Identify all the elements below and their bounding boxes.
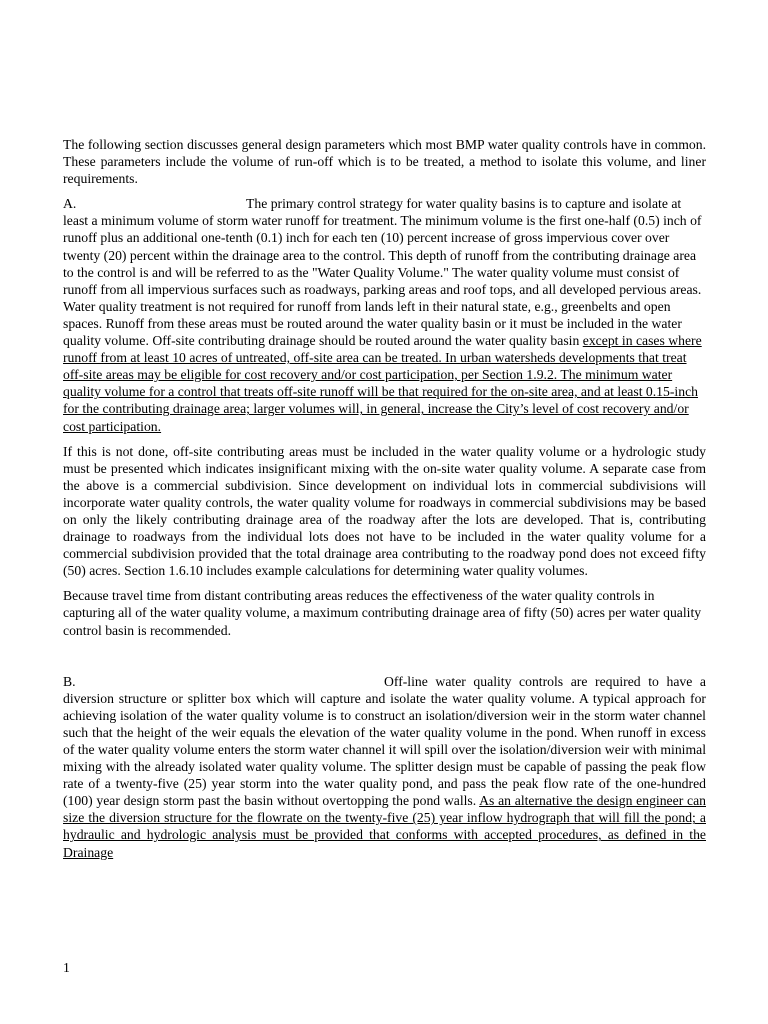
intro-paragraph: The following section discusses general design parameters which most BMP water quality controls have in common. These parameters include the volume of run-off which is to be treated, a method to isolate this volume, and liner requirements. (63, 137, 706, 187)
offsite-paragraph: If this is not done, off-site contributing areas must be included in the water quality volume or a hydrologic study must be presented which indicates insignificant mixing with the on-site water quality volume. A separate case from the above is a commercial subdivision. Since development on individual lots in commercial subdivisions will incorporate water quality controls, the water quality volume for roadways in commercial subdivisions may be based on only the likely contributing drainage area of the roadway after the lots are developed. That is, contributing drainage to roadways from the individual lots does not have to be included in the water quality volume for a commercial subdivision provided that the total drainage area contributing to the roadway pond does not exceed fifty (50) acres. Section 1.6.10 includes example calculations for determining water quality volumes. (63, 443, 706, 579)
section-b-label: B. (63, 673, 76, 689)
section-a-paragraph (63, 195, 706, 434)
section-a-text: The primary control strategy for water quality basins is to capture and isolate at least a minimum volume of storm water runoff for treatment. The minimum volume is the first one-half (0.5) inch of runoff plus an additional one-tenth (0.1) inch for each ten (10) percent increase of gross impervious cover over twenty (20) percent within the drainage area to the control. This depth of runoff from the contributing drainage area to the control is and will be referred to as the "Water Quality Volume." The water quality volume must consist of runoff from all impervious surfaces such as roadways, parking areas and roof tops, and all developed pervious areas. Water quality treatment is not required for runoff from lands left in their natural state, e.g., greenbelts and open spaces. Runoff from these areas must be routed around the water quality basin or it must be included in the water quality volume. Off-site contributing drainage should be routed around the water quality basin (63, 196, 702, 349)
page-number: 1 (63, 960, 70, 975)
section-a-label: A. (63, 196, 77, 212)
section-b-paragraph (63, 673, 706, 861)
document-page (63, 136, 706, 861)
section-a-underlined-text: except in cases where runoff from at least 10 acres of untreated, off-site area can be treated. In urban watersheds developments that treat off-site areas may be eligible for cost recovery and/or cost participation, per Section 1.9.2. The minimum water quality volume for a control that treats off-site runoff will be that required for the on-site area, and at least 0.15-inch for the contributing drainage area; larger volumes will, in general, increase the City’s level of cost recovery and/or cost participation. (63, 333, 702, 434)
section-b-underlined-text: As an alternative the design engineer can size the diversion structure for the flowrate on the twenty-five (25) year inflow hydrograph that will fill the pond; a hydraulic and hydrologic analysis must be provided that conforms with accepted procedures, as defined in the Drainage (63, 793, 706, 860)
section-b-text: Off-line water quality controls are required to have a diversion structure or splitter box which will capture and isolate the water quality volume. A typical approach for achieving isolation of the water quality volume is to construct an isolation/diversion weir in the storm water channel such that the height of the weir equals the elevation of the water quality volume in the pond. When runoff in excess of the water quality volume enters the storm water channel it will spill over the isolation/diversion weir with minimal mixing with the already isolated water quality volume. The splitter design must be capable of passing the peak flow rate of a twenty-five (25) year storm into the water quality pond, and pass the peak flow rate of the one-hundred (100) year design storm past the basin without overtopping the pond walls. (63, 673, 706, 809)
travel-time-paragraph: Because travel time from distant contributing areas reduces the effectiveness of the water quality controls in capturing all of the water quality volume, a maximum contributing drainage area of fifty (50) acres per water quality control basin is recommended. (63, 588, 702, 638)
